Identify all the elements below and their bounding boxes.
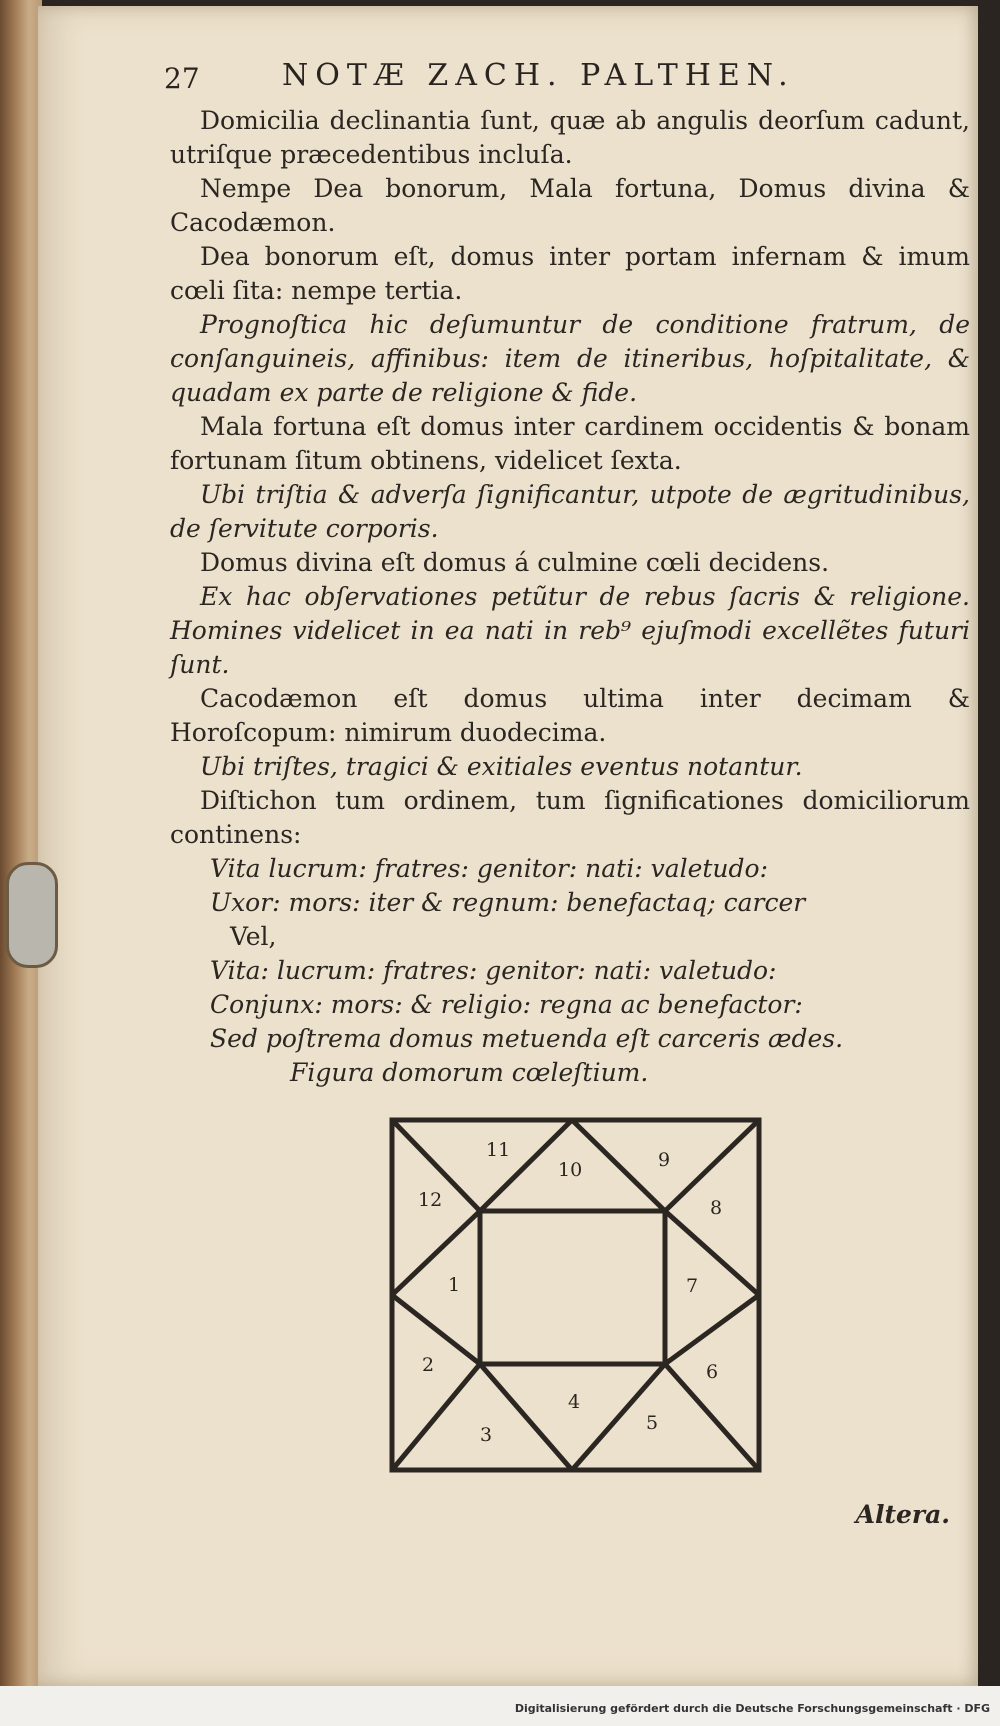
inner-square bbox=[480, 1211, 665, 1364]
house-number: 2 bbox=[422, 1354, 435, 1376]
house-number: 12 bbox=[418, 1189, 443, 1211]
verse-line: Vita: lucrum: fratres: genitor: nati: valetudo: bbox=[210, 956, 777, 985]
paragraph: Diſtichon tum ordinem, tum ſignificationes domiciliorum continens: bbox=[170, 786, 970, 849]
paragraph: Dea bonorum eſt, domus inter portam infernam & imum cœli ſita: nempe tertia. bbox=[170, 242, 970, 305]
page-header bbox=[0, 58, 1000, 98]
verse-line: Conjunx: mors: & religio: regna ac benefactor: bbox=[210, 990, 803, 1019]
running-title: NOTÆ ZACH. PALTHEN. bbox=[282, 58, 795, 93]
catchword: Altera. bbox=[855, 1500, 950, 1529]
page-number: 27 bbox=[164, 62, 200, 95]
paragraph: Ubi triſtia & adverſa ſignificantur, utpote de ægritudinibus, de ſervitute corporis. bbox=[170, 480, 970, 543]
paragraph: Nempe Dea bonorum, Mala fortuna, Domus divina & Cacodæmon. bbox=[170, 174, 970, 237]
house-number: 10 bbox=[558, 1159, 583, 1181]
house-number: 1 bbox=[448, 1274, 461, 1296]
figure-caption: Figura domorum cœleſtium. bbox=[290, 1058, 649, 1087]
paragraph: Domicilia declinantia ſunt, quæ ab angulis deorſum cadunt, utriſque præcedentibus incluſa. bbox=[170, 106, 970, 169]
house-number: 5 bbox=[646, 1412, 659, 1434]
verse-line: Sed poſtrema domus metuenda eſt carceris ædes. bbox=[210, 1024, 844, 1053]
house-number: 4 bbox=[568, 1391, 581, 1413]
verse-line: Uxor: mors: iter & regnum: benefactaq; carcer bbox=[210, 888, 806, 917]
house-number: 9 bbox=[658, 1149, 671, 1171]
house-number: 8 bbox=[710, 1197, 723, 1219]
verse-line: Vita lucrum: fratres: genitor: nati: valetudo: bbox=[210, 854, 769, 883]
houses-diagram bbox=[388, 1116, 763, 1474]
paragraph: Domus divina eſt domus á culmine cœli decidens. bbox=[200, 548, 830, 577]
paragraph: Mala fortuna eſt domus inter cardinem occidentis & bonam fortunam ſitum obtinens, videlicet ſexta. bbox=[170, 412, 970, 475]
paragraph: Ubi triſtes, tragici & exitiales eventus notantur. bbox=[200, 752, 803, 781]
house-number: 7 bbox=[686, 1275, 699, 1297]
vel-line: Vel, bbox=[230, 922, 277, 951]
footer-credit: Digitalisierung gefördert durch die Deutsche Forschungsgemeinschaft · DFG bbox=[514, 1702, 990, 1715]
house-number: 3 bbox=[480, 1424, 493, 1446]
paragraph: Prognoſtica hic deſumuntur de conditione fratrum, de conſanguineis, affinibus: item de itineribus, hoſpitalitate, & quadam ex parte de religione & fide. bbox=[170, 310, 970, 407]
paragraph: Cacodæmon eſt domus ultima inter decimam & Horoſcopum: nimirum duodecima. bbox=[170, 684, 970, 747]
house-number: 6 bbox=[706, 1361, 719, 1383]
paragraph: Ex hac obſervationes petũtur de rebus ſacris & religione. Homines videlicet in ea nati in reb⁹ ejuſmodi excellẽtes futuri ſunt. bbox=[170, 582, 970, 679]
body-text bbox=[170, 104, 970, 1090]
page-tab bbox=[6, 862, 58, 968]
house-number: 11 bbox=[486, 1139, 511, 1161]
